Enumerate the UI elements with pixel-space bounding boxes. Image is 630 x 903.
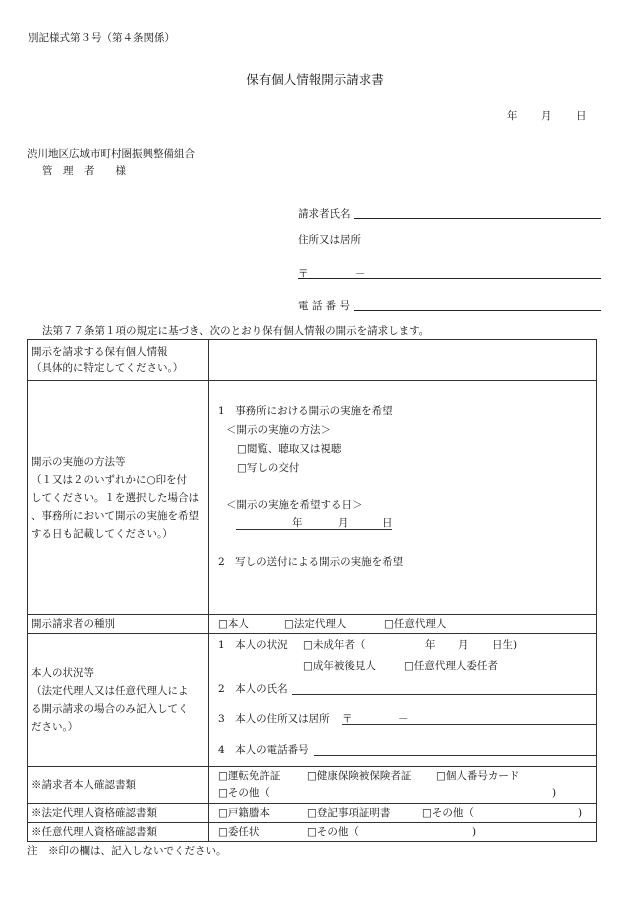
checkbox-self[interactable]: □本人 — [218, 618, 249, 630]
info-input-cell[interactable] — [209, 340, 597, 381]
row-personal-info — [28, 340, 597, 381]
row-self-id-docs — [28, 767, 597, 804]
self-other-close: ) — [552, 787, 557, 799]
principal-phone-label: 4 本人の電話番号 — [218, 744, 309, 756]
request-form-table — [27, 339, 597, 842]
method-label-1: 開示の実施の方法等 — [31, 455, 126, 468]
principal-name-line[interactable] — [292, 694, 596, 695]
checkbox-health-insurance[interactable]: □健康保険被保険者証 — [307, 770, 412, 782]
checkbox-view[interactable]: □閲覧、聴取又は視聴 — [237, 443, 342, 455]
row-requester-type — [28, 615, 597, 634]
requester-name-label: 請求者氏名 — [298, 208, 351, 220]
checkbox-registry-certificate[interactable]: □登記事項証明書 — [307, 807, 391, 819]
checkbox-voluntary-principal[interactable]: □任意代理人委任者 — [404, 660, 498, 672]
principal-address-label: 3 本人の住所又は居所 — [218, 713, 330, 725]
type-label-cell: 開示請求者の種別 — [28, 615, 209, 634]
date-year-label: 年 — [507, 110, 518, 122]
status-fields-cell — [209, 634, 597, 767]
method-date-line[interactable] — [236, 529, 392, 530]
form-title: 保有個人情報開示請求書 — [246, 72, 384, 87]
postal-mark: 〒 — [298, 268, 309, 280]
principal-postal-mark: 〒 — [342, 713, 353, 725]
self-id-options-cell — [209, 767, 597, 804]
row-principal-status — [28, 634, 597, 767]
requester-address-label: 住所又は居所 — [298, 234, 361, 246]
row-voluntary-agent-docs — [28, 823, 597, 842]
postal-dash: － — [355, 268, 366, 280]
checkbox-minor[interactable]: □未成年者（ — [303, 639, 366, 651]
row-legal-agent-docs — [28, 804, 597, 823]
checkbox-mynumber-card[interactable]: □個人番号カード — [436, 770, 520, 782]
method-option-office[interactable]: 1 事務所における開示の実施を希望 — [218, 405, 393, 417]
voluntary-docs-options-cell — [209, 823, 597, 842]
footnote: 注 ※印の欄は、記入しないでください。 — [27, 845, 227, 857]
requester-phone-label: 電 話 番 号 — [298, 300, 351, 312]
addressee-person: 管 理 者 様 — [42, 165, 126, 177]
checkbox-family-register[interactable]: □戸籍謄本 — [218, 807, 270, 819]
method-date-title: ＜開示の実施を希望する日＞ — [226, 499, 363, 511]
row-method — [28, 381, 597, 615]
status-line-1-label: 1 本人の状況 — [218, 639, 288, 651]
checkbox-power-of-attorney[interactable]: □委任状 — [218, 826, 260, 838]
method-label-4: 、事務所において開示の実施を希望 — [31, 509, 199, 522]
requester-address-line[interactable] — [298, 278, 601, 279]
status-label-cell — [28, 634, 209, 767]
birth-month-label: 月 — [458, 639, 469, 651]
method-label-5: する日も記載してください。） — [31, 527, 173, 540]
checkbox-legal-agent[interactable]: □法定代理人 — [284, 618, 347, 630]
principal-name-label: 2 本人の氏名 — [218, 683, 288, 695]
method-how-title: ＜開示の実施の方法＞ — [226, 424, 331, 436]
requester-phone-line[interactable] — [354, 310, 601, 311]
method-options-cell — [209, 381, 597, 615]
checkbox-adult-ward[interactable]: □成年被後見人 — [303, 660, 376, 672]
type-options-cell — [209, 615, 597, 634]
checkbox-self-other[interactable]: □その他（ — [218, 787, 270, 799]
status-label-1: 本人の状況等 — [31, 667, 94, 679]
principal-phone-line[interactable] — [314, 755, 596, 756]
principal-address-line[interactable] — [342, 724, 596, 725]
legal-other-close: ) — [578, 807, 583, 819]
status-label-4: ださい。） — [31, 721, 79, 733]
legal-docs-label-cell: ※法定代理人資格確認書類 — [28, 804, 209, 823]
principal-postal-dash: － — [398, 713, 409, 725]
birth-day-label: 日生) — [492, 639, 518, 651]
checkbox-copy[interactable]: □写しの交付 — [237, 462, 300, 474]
method-label-cell — [28, 381, 209, 615]
date-month-label: 月 — [541, 110, 552, 122]
method-label-3: してください。１を選択した場合は — [31, 491, 199, 504]
info-label-2: （具体的に特定してください。） — [31, 362, 184, 374]
method-label-2: （１又は２のいずれかに○印を付 — [31, 473, 188, 486]
info-label-1: 開示を請求する保有個人情報 — [31, 346, 168, 358]
requester-name-line[interactable] — [354, 218, 601, 219]
checkbox-drivers-license[interactable]: □運転免許証 — [218, 770, 281, 782]
status-label-3: る開示請求の場合のみ記入してく — [31, 703, 189, 715]
voluntary-docs-label-cell: ※任意代理人資格確認書類 — [28, 823, 209, 842]
legal-docs-options-cell — [209, 804, 597, 823]
addressee-org: 渋川地区広域市町村圏振興整備組合 — [27, 148, 195, 160]
checkbox-voluntary-agent[interactable]: □任意代理人 — [384, 618, 447, 630]
checkbox-voluntary-other[interactable]: □その他（ — [307, 826, 359, 838]
birth-year-label: 年 — [425, 639, 436, 651]
checkbox-legal-other[interactable]: □その他（ — [422, 807, 474, 819]
method-date-year: 年 — [292, 517, 303, 529]
voluntary-other-close: ) — [472, 826, 477, 838]
date-day-label: 日 — [576, 110, 587, 122]
info-label-cell — [28, 340, 209, 381]
method-option-mail[interactable]: 2 写しの送付による開示の実施を希望 — [218, 556, 404, 568]
intro-text: 法第７７条第１項の規定に基づき、次のとおり保有個人情報の開示を請求します。 — [42, 325, 430, 337]
method-date-month: 月 — [338, 517, 349, 529]
method-date-day: 日 — [382, 517, 393, 529]
form-number: 別記様式第３号（第４条関係） — [28, 32, 175, 44]
status-label-2: （法定代理人又は任意代理人によ — [31, 685, 189, 697]
self-id-label-cell: ※請求者本人確認書類 — [28, 767, 209, 804]
